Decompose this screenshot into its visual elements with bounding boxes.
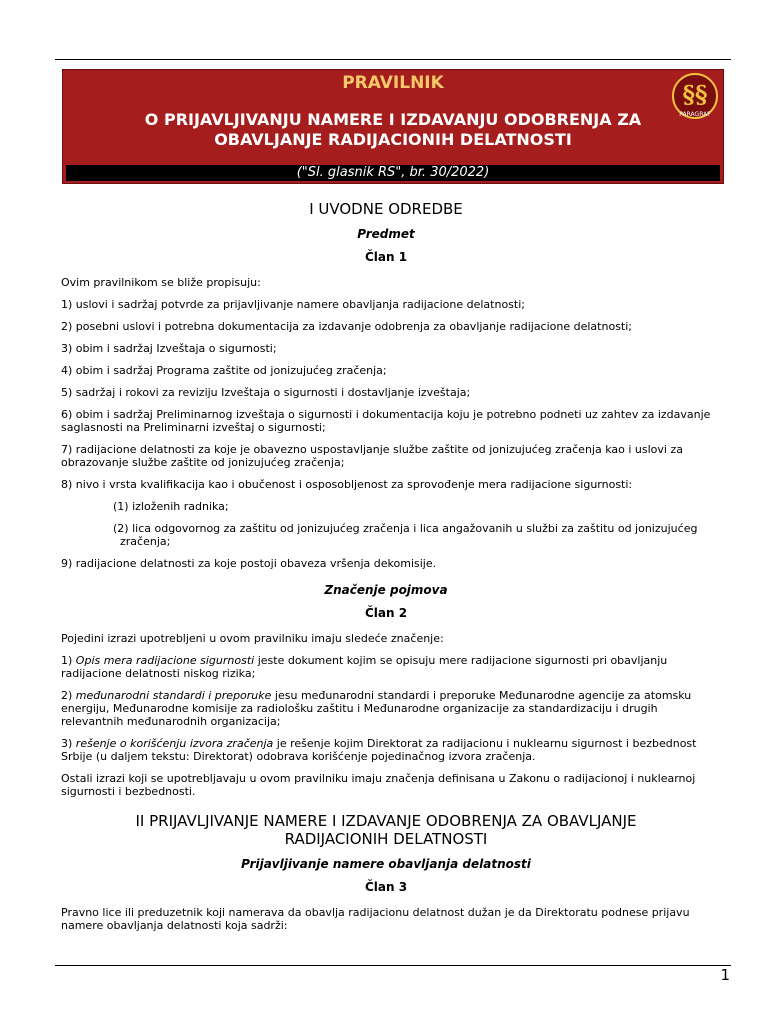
article-1-intro: Ovim pravilnikom se bliže propisuju:: [61, 276, 261, 289]
definition-number: 1): [61, 654, 76, 667]
subheading-predmet: Predmet: [357, 227, 415, 241]
list-item: 5) sadržaj i rokovi za reviziju Izveštaja o sigurnosti i dostavljanje izveštaja;: [61, 386, 471, 399]
sub-list-item: (2) lica odgovornog za zaštitu od jonizujućeg zračenja i lica angažovanih u službi za zaštitu od jonizujućeg zračenja;: [113, 522, 698, 548]
list-item: 7) radijacione delatnosti za koje je obavezno uspostavljanje službe zaštite od jonizujućeg zračenja kao i uslovi za obrazovanje službe zaštite od jonizujućeg zračenja;: [61, 443, 683, 469]
subheading-prijavljivanje: Prijavljivanje namere obavljanja delatnosti: [241, 857, 531, 871]
gazette-reference: ("Sl. glasnik RS", br. 30/2022): [66, 165, 720, 181]
logo-lettering: PARAGRAF: [679, 111, 711, 118]
bottom-rule: [55, 965, 731, 966]
definition-term: rešenje o korišćenju izvora zračenja: [75, 737, 274, 750]
section-heading-2-line-1: II PRIJAVLJIVANJE NAMERE I IZDAVANJE ODOBRENJA ZA OBAVLJANJE: [135, 812, 637, 830]
definition-number: 3): [61, 737, 76, 750]
list-item: 6) obim i sadržaj Preliminarnog izveštaja o sigurnosti i dokumentacija koju je potrebno podneti uz zahtev za izdavanje saglasnosti na Preliminarni izveštaj o sigurnosti;: [61, 408, 711, 434]
article-3-heading: Član 3: [364, 880, 408, 894]
list-item: 9) radijacione delatnosti za koje postoji obaveza vršenja dekomisije.: [61, 557, 437, 570]
subtitle-line-2: OBAVLJANJE RADIJACIONIH DELATNOSTI: [214, 130, 572, 149]
article-1-heading: Član 1: [364, 250, 408, 264]
definition-text: je rešenje kojim Direktorat za radijacionu i nuklearnu sigurnost i bezbednost Srbije (u daljem tekstu: Direktorat) odobrava korišćenje pojedinačnog izvora zračenja.: [61, 737, 697, 763]
article-2-intro: Pojedini izrazi upotrebljeni u ovom pravilniku imaju sledeće značenje:: [61, 632, 444, 645]
definition-number: 2): [61, 689, 76, 702]
definition-item: [61, 689, 711, 728]
definition-text: jesu međunarodni standardi i preporuke Međunarodne agencije za atomsku energiju, Međunarodne komisije za radiološku zaštitu i Međunarodne organizacije za standardizaciju i drugih relevantnih međunarodnih organizacija;: [61, 689, 692, 728]
list-item: 4) obim i sadržaj Programa zaštite od jonizujućeg zračenja;: [61, 364, 387, 377]
sub-list-item: (1) izloženih radnika;: [113, 500, 229, 513]
list-item: 2) posebni uslovi i potrebna dokumentacija za izdavanje odobrenja za obavljanje radijacione delatnosti;: [61, 320, 632, 333]
list-item: 8) nivo i vrsta kvalifikacija kao i obučenost i osposobljenost za sprovođenje mera radijacione sigurnosti:: [61, 478, 633, 491]
page-number: 1: [720, 966, 730, 984]
definition-term: međunarodni standardi i preporuke: [75, 689, 272, 702]
document-type-title: PRAVILNIK: [342, 73, 444, 93]
subheading-znacenje-pojmova: Značenje pojmova: [324, 583, 448, 597]
definition-item: [61, 737, 711, 763]
article-2-closing: Ostali izrazi koji se upotrebljavaju u ovom pravilniku imaju značenja definisana u Zakonu o radijacionoj i nuklearnoj sigurnosti i bezbednosti.: [61, 772, 696, 798]
section-heading-2: [61, 812, 711, 848]
section-heading-1: I UVODNE ODREDBE: [309, 200, 463, 218]
definition-text: jeste dokument kojim se opisuju mere radijacione sigurnosti pri obavljanju radijacione delatnosti niskog rizika;: [61, 654, 668, 680]
article-3-text: Pravno lice ili preduzetnik koji namerava da obavlja radijacionu delatnost dužan je da Direktoratu podnese prijavu namere obavljanja delatnosti koja sadrži:: [61, 906, 690, 932]
list-item: 1) uslovi i sadržaj potvrde za prijavljivanje namere obavljanja radijacione delatnosti;: [61, 298, 525, 311]
definition-item: [61, 654, 711, 680]
list-item: 3) obim i sadržaj Izveštaja o sigurnosti;: [61, 342, 277, 355]
subtitle-line-1: O PRIJAVLJIVANJU NAMERE I IZDAVANJU ODOBRENJA ZA: [144, 110, 642, 129]
article-2-heading: Član 2: [364, 606, 408, 620]
section-heading-2-line-2: RADIJACIONIH DELATNOSTI: [284, 830, 488, 848]
svg-text:§§: §§: [682, 80, 708, 109]
document-subtitle: [63, 110, 723, 150]
document-body: [61, 200, 711, 941]
definition-term: Opis mera radijacione sigurnosti: [75, 654, 255, 667]
document-header-banner: [62, 69, 724, 184]
top-rule: [55, 59, 731, 60]
paragraf-logo-icon: [671, 72, 719, 124]
